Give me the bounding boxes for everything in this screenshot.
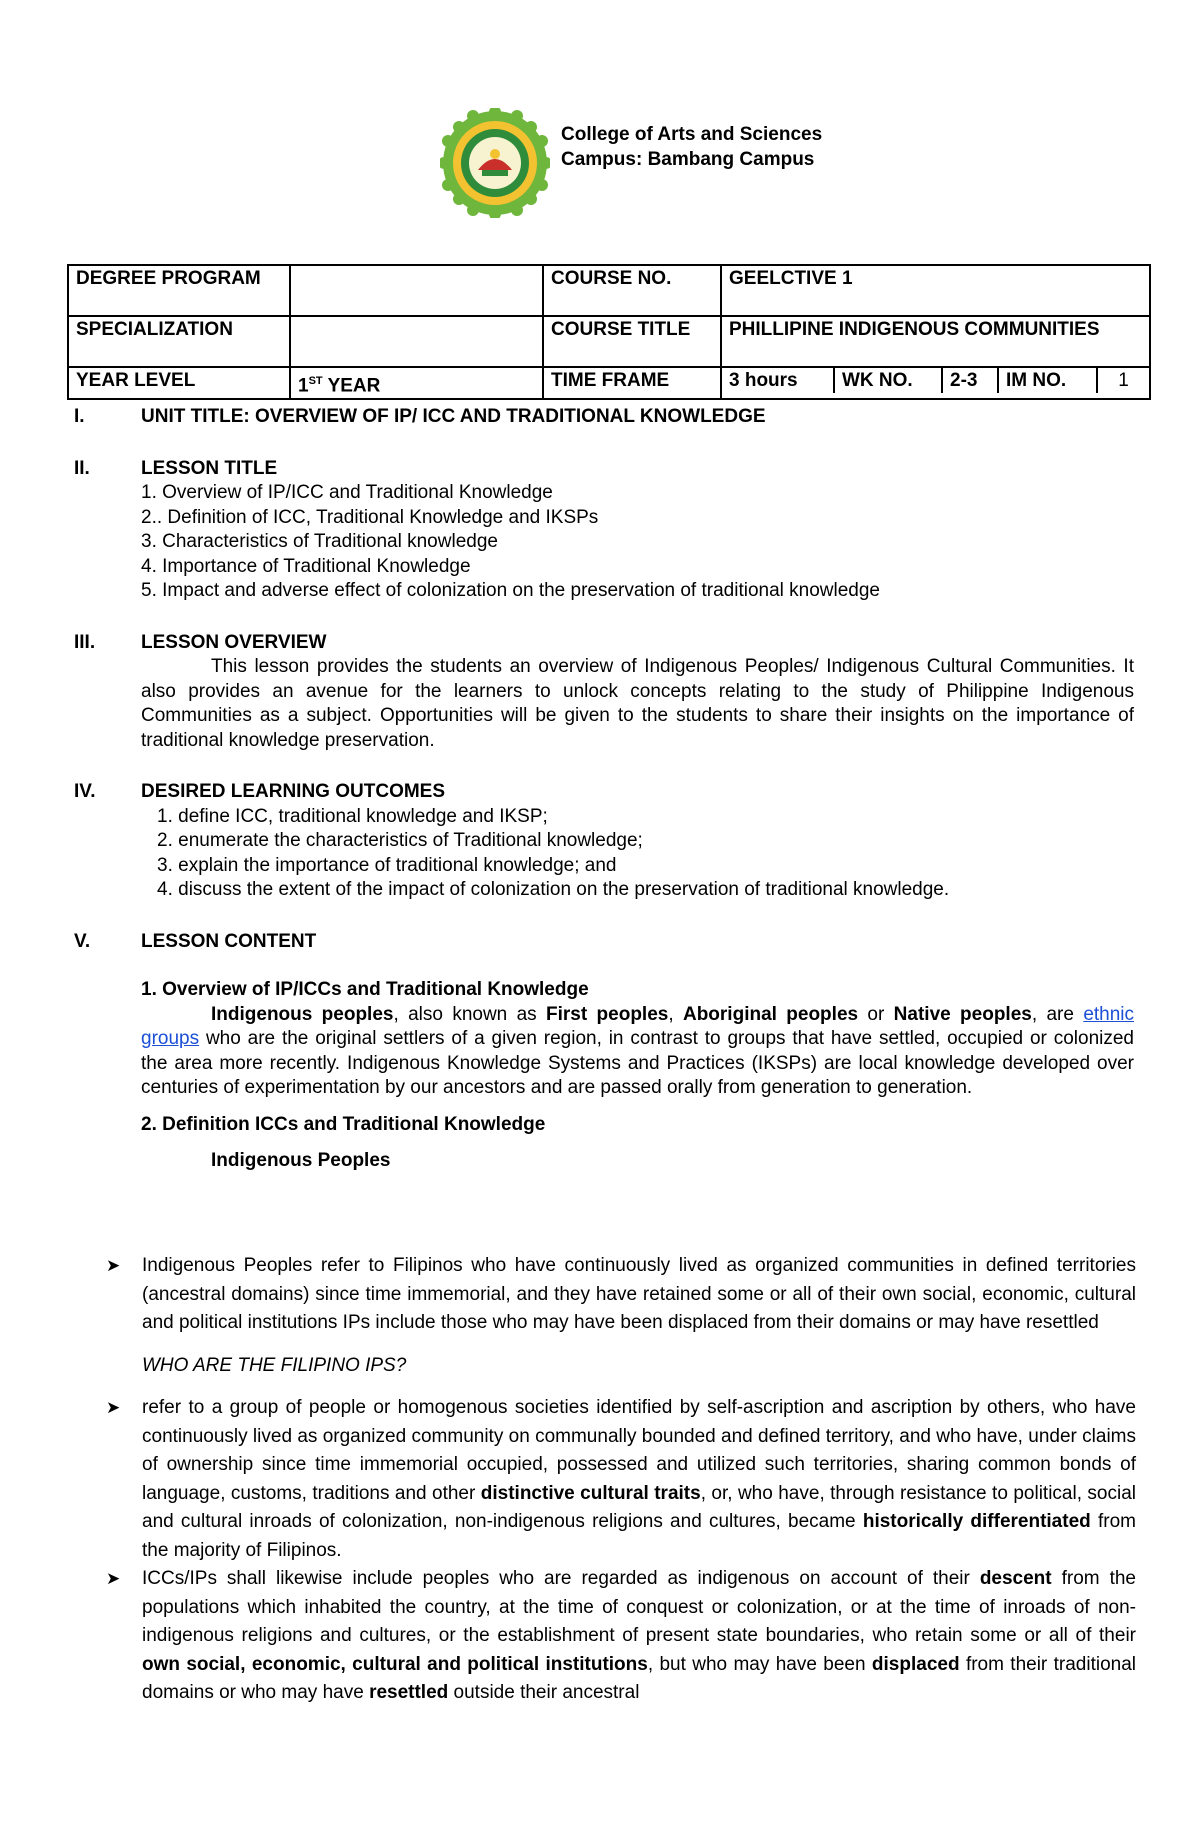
lesson-title-heading: LESSON TITLE (141, 457, 278, 479)
lesson-overview-heading: LESSON OVERVIEW (141, 631, 327, 653)
time-frame-group (721, 367, 1150, 399)
specialization-label: SPECIALIZATION (68, 316, 290, 367)
list-item: ➤ ICCs/IPs shall likewise include peoples who are regarded as indigenous on account of their descent from the populations which inhabited the country, at the time of conquest or colonization, or at the time of inroads of non-indigenous religions and cultures, or the establishment of present state boundaries, who retain some or all of their own social, economic, cultural and political institutions, but who may have been displaced from their traditional domains or who may have resettled outside their ancestral (104, 1565, 1136, 1708)
course-info-table (67, 264, 1151, 400)
campus-name: Campus: Bambang Campus (561, 149, 815, 170)
section-unit-title: I. UNIT TITLE: OVERVIEW OF IP/ ICC AND TRADITIONAL KNOWLEDGE (74, 405, 1134, 430)
list-item: 1. define ICC, traditional knowledge and IKSP; (157, 805, 548, 827)
subsection-2-title: 2. Definition ICCs and Traditional Knowledge (141, 1113, 546, 1135)
table-row (68, 367, 1150, 399)
table-row (68, 316, 1150, 367)
list-item: 3. explain the importance of traditional knowledge; and (157, 854, 617, 876)
subsection-1-paragraph: Indigenous peoples, also known as First peoples, Aboriginal peoples or Native peoples, are ethnic groups who are the original settlers of a given region, in contrast to groups that have settled, occupied or colonized the area more recently. Indigenous Knowledge Systems and Practices (IKSPs) are local knowledge developed over centuries of experimentation by our ancestors and are passed orally from generation to generation. (141, 1003, 1135, 1098)
year-level-label: YEAR LEVEL (68, 367, 290, 399)
indigenous-peoples-heading: Indigenous Peoples (211, 1150, 391, 1171)
arrow-bullet-icon: ➤ (106, 1398, 121, 1417)
year-level-value: 1ST YEAR (290, 367, 543, 399)
list-item: 2. enumerate the characteristics of Traditional knowledge; (157, 830, 643, 851)
list-item: ➤ Indigenous Peoples refer to Filipinos who have continuously lived as organized communities in defined territories (ancestral domains) since time immemorial, and they have retained some or all of their own social, economic, cultural and political institutions IPs include those who may have been displaced from their domains or may have resettled (104, 1252, 1136, 1338)
unit-title: UNIT TITLE: OVERVIEW OF IP/ ICC AND TRADITIONAL KNOWLEDGE (141, 406, 766, 427)
learning-outcomes-heading: DESIRED LEARNING OUTCOMES (141, 781, 446, 802)
list-item: 4. Importance of Traditional Knowledge (141, 555, 471, 577)
section-lesson-content: V. LESSON CONTENT 1. Overview of IP/ICCs and Traditional Knowledge Indigenous peoples, also known as First peoples, Aboriginal peoples or Native peoples, are ethnic groups who are the original settlers of a given region, in contrast to groups that have settled, occupied or colonized the area more recently. Indigenous Knowledge Systems and Practices (IKSPs) are local knowledge developed over centuries of experimentation by our ancestors and are passed orally from generation to generation. 2. Definition ICCs and Traditional Knowledge Indigenous Peoples (74, 930, 1134, 1174)
list-item: 4. discuss the extent of the impact of colonization on the preservation of traditional knowledge. (157, 879, 950, 900)
im-no-label: IM NO. (999, 368, 1098, 393)
wk-no-label: WK NO. (835, 368, 943, 393)
time-frame-label: TIME FRAME (543, 367, 721, 399)
section-lesson-overview: III. LESSON OVERVIEW This lesson provides the students an overview of Indigenous Peoples/ Indigenous Cultural Communities. It also provides an avenue for the learners to unlock concepts relating to the study of Philippine Indigenous Communities as a subject. Opportunities will be given to the students to share their insights on the importance of traditional knowledge preservation. (74, 631, 1134, 754)
course-title-value: PHILLIPINE INDIGENOUS COMMUNITIES (721, 316, 1150, 367)
wk-no-value: 2-3 (943, 368, 999, 393)
course-no-label: COURSE NO. (543, 265, 721, 316)
table-row (68, 265, 1150, 316)
list-item: 2.. Definition of ICC, Traditional Knowledge and IKSPs (141, 506, 599, 528)
time-frame-value: 3 hours (722, 368, 835, 393)
university-seal-icon (440, 108, 550, 218)
definition-bullets (104, 1252, 1136, 1708)
list-item: ➤ refer to a group of people or homogenous societies identified by self-ascription and ascription by others, who have continuously lived as organized community on communally bounded and defined territory, and who have, under claims of ownership since time immemorial occupied, possessed and utilized such territories, sharing common bonds of language, customs, traditions and other distinctive cultural traits, or, who have, through resistance to political, social and cultural inroads of colonization, non-indigenous religions and cultures, became historically differentiated from the majority of Filipinos. (104, 1394, 1136, 1565)
course-no-value: GEELCTIVE 1 (721, 265, 1150, 316)
section-lesson-title: II. LESSON TITLE 1. Overview of IP/ICC and Traditional Knowledge 2.. Definition of ICC, Traditional Knowledge and IKSPs 3. Characteristics of Traditional knowledge 4. Importance of Traditional Knowledge 5. Impact and adverse effect of colonization on the preservation of traditional knowledge (74, 457, 1134, 604)
college-header (561, 122, 822, 172)
arrow-bullet-icon: ➤ (106, 1569, 121, 1588)
course-title-label: COURSE TITLE (543, 316, 721, 367)
ethnic-groups-link[interactable]: ethnic groups (141, 1003, 1135, 1049)
specialization-value (290, 316, 543, 367)
question-heading: WHO ARE THE FILIPINO IPS? (142, 1354, 407, 1376)
list-item: 1. Overview of IP/ICC and Traditional Knowledge (141, 482, 553, 503)
degree-program-value (290, 265, 543, 316)
lesson-overview-text: This lesson provides the students an overview of Indigenous Peoples/ Indigenous Cultural Communities. It also provides an avenue for the learners to unlock concepts relating to the study of Philippine Indigenous Communities as a subject. Opportunities will be given to the students to share their insights on the importance of traditional knowledge preservation. (141, 656, 1134, 751)
list-item: 3. Characteristics of Traditional knowledge (141, 531, 498, 552)
degree-program-label: DEGREE PROGRAM (68, 265, 290, 316)
arrow-bullet-icon: ➤ (106, 1256, 121, 1275)
lesson-content-heading: LESSON CONTENT (141, 930, 317, 952)
list-item: 5. Impact and adverse effect of colonization on the preservation of traditional knowledge (141, 580, 880, 601)
college-name: College of Arts and Sciences (561, 124, 823, 145)
section-learning-outcomes: IV. DESIRED LEARNING OUTCOMES 1. define ICC, traditional knowledge and IKSP; 2. enumerate the characteristics of Traditional knowledge; 3. explain the importance of traditional knowledge; and 4. discuss the extent of the impact of colonization on the preservation of traditional knowledge. (74, 780, 1134, 903)
subsection-1-title: 1. Overview of IP/ICCs and Traditional Knowledge (141, 979, 589, 1000)
im-no-value: 1 (1118, 370, 1129, 391)
lesson-body (74, 405, 1134, 1174)
